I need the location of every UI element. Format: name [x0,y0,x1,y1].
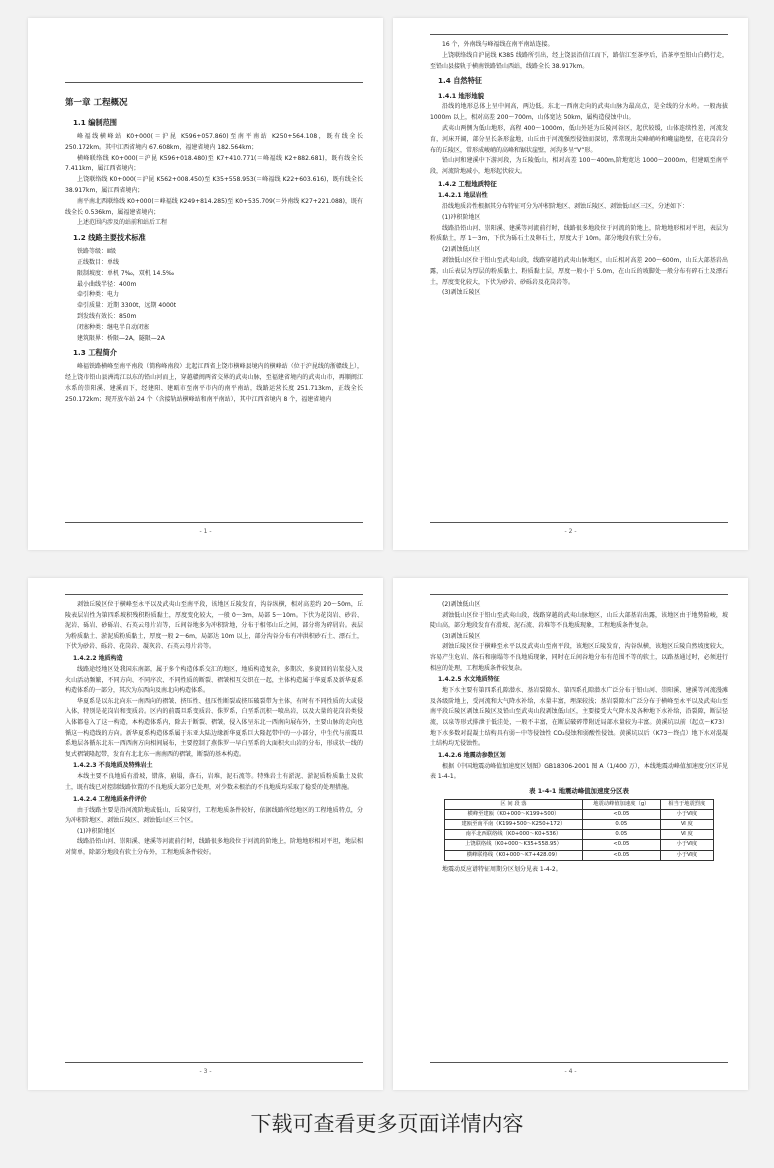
paragraph: 线路沿铅山河、崇阳溪、建溪等河流前行时，线路很多地段位于河流的阶地上，阶地地形相对平坦，表层为粉质黏土，厚 1～3m，下伏为砾石土及卵石土，厚度大于 10m。部分地段有软土分布。 [430,224,728,243]
paragraph: 峰福线横峰站 K0+000(＝沪昆 K596+057.860)至南平南站 K250+564.108，既有线全长 250.172km。其中江西省境内 67.608km，福建省境内 182.564km； [65,133,363,151]
table-cell: 横峰联络线（K0+000～K7+428.09） [445,850,583,860]
paragraph: 地下水主要有第四系孔隙潜水、基岩裂隙水、第四系孔隙潜水广泛分布于铅山河、崇阳溪、建溪等河流漫滩及各级阶地上，受河流和大气降水补给，水量丰富，埋深较浅；基岩裂隙水广泛分布于横峰至永平以及武夷山至南平段丘陵区剥蚀丘陵区及铅山至武夷山段剥蚀低山区，主要接受大气降水及各种地下水补给，沿裂隙，断层径流，以泉等形式排泄于低洼处，一般不丰富，在断层破碎带附近局部水量较为丰富。黄溪坑以前（起点～K73）地下水多数对混凝土结构具有弱～中等侵蚀性 CO₂侵蚀和弱酸性侵蚀。黄溪坑以后（K73～终点）地下水对混凝土结构均无侵蚀性。 [430,687,728,748]
table-cell: 小于Ⅵ度 [660,840,713,850]
table-row [445,819,714,829]
paragraph: 线路途经地区处我国东南部，属于多个构造体系交汇的地区，地质构造复杂，多期次、多旋回的岩浆侵入及火山活动频繁，不同方向、不同序次、不同性质的断裂、褶皱相互交织在一起，主体构造属于华夏系及新华夏系构造体系的一部分，其次为东西向及南北向构造体系。 [65,665,363,695]
page-number: - 1 - [199,528,212,535]
table-header-cell: 区 间 段 落 [445,799,583,809]
subsection-heading: 1.4.1 地形地貌 [438,92,484,101]
table-header-cell: 地震动峰值加速度（g） [582,799,660,809]
header-rule [430,594,728,595]
paragraph: 华夏系是以东北向东一南西向的褶皱、挤压性、扭压性断裂或挤压破裂带为主体，有时有不同性质的大或侵入体，特别是花岗岩和变质岩。区内的前震旦系变质岩、侏罗系，白垩系沉积一喷出岩，以及大量的花岗岩类侵入体都卷入了这一构造，本构造体系内，除去于断裂、褶皱，侵入体呈东北一西南向展布外，主要山脉的走向也循这一构造线的方向。新华夏系构造体系属于东亚大陆边缘新华夏系巨大隆起带中的一小部分，中生代与前震旦系地层各循东北东一西西南方向相间展布，主要控制了燕侏罗一早白垩系的大面积火山岩的分布，形成状一线的复式褶皱隆起带，发育有北北东一南南西的褶皱，断裂的基本构造。 [65,697,363,758]
list-item-heading: (2)剥蚀低山区 [442,246,481,254]
list-item-heading: (3)剥蚀丘陵区 [442,632,481,640]
header-rule [65,82,363,83]
paragraph: 由于线路主要是沿河流阶地或低山、丘陵穿行，工程地质条件较好，依据线路所经地区的工程地质特点，分为冲积阶地区、剥蚀丘陵区、剥蚀低山区三个区。 [65,806,363,825]
table-cell: <0.05 [582,809,660,819]
paragraph: 剥蚀低山区位于铅山至武夷山段，线路穿越的武夷山脉地区，山丘相对高差 200～600m，山丘大部基岩出露，山丘表层为厚层的粉质黏土、粉质黏土层，厚度一般小于 5.0m，在山丘的坡脚处一般分布有碎石土及漂石土，厚度变化较大，下伏为砂岩、砂砾岩及花岗岩等。 [430,256,728,286]
standard-item: 建筑限界：桥限—2A，隧限—2A [77,334,165,342]
table-cell: Ⅵ 度 [660,830,713,840]
table-row [445,840,714,850]
paragraph: 横峰联络线 K0+000(＝沪昆 K596+018.480)至 K7+410.771(＝峰福线 K2+882.681)，既有线全长 7.411km，属江西省境内； [65,154,363,173]
paragraph: 根据《中国地震动峰值加速度区划图》GB18306-2001 图 A（1/400 万），本线地震动峰值加速度分区详见表 1-4-1。 [430,762,728,781]
section-heading: 1.2 线路主要技术标准 [73,233,146,243]
section-heading: 1.4 自然特征 [438,76,482,86]
table-row [445,850,714,860]
subsection-heading: 1.4.2.5 水文地质特征 [438,676,500,684]
table-row [445,830,714,840]
table-cell: 建瓯至南平南（K199+500～K250+172） [445,819,583,829]
page-number: - 3 - [199,1068,212,1075]
subsection-heading: 1.4.2.1 地层岩性 [438,191,488,199]
table-cell: 横峰至建瓯（K0+000～K199+500） [445,809,583,819]
page-content [65,87,363,406]
table-cell: 上饶联络线（K0+000～K35+558.95） [445,840,583,850]
paragraph: 沿线地质岩性根据其分布特征可分为冲积阶地区、剥蚀丘陵区、剥蚀低山区三区，分述如下： [442,202,689,210]
paragraph: 武夷山两侧为低山地形，高程 400～1000m，低山外延为丘陵河谷区，起伏较缓，山体连续性差，河流发育，河床开阔，部分呈长条形盆地，山丘由于河流强烈侵蚀而深切，常常现出尖峰峭岭和巉崖绝壁，在花岗岩分布的丘陵区，常形成峻峭的高峰和锯状崖壁，河沟多呈“V”形。 [430,124,728,154]
table-header-row [445,799,714,809]
document-page-1 [28,18,383,550]
table-cell: 小于Ⅵ度 [660,809,713,819]
standard-item: 牵引质量：近期 3300t，远期 4000t [77,302,177,310]
paragraph: 沿线的地形总体上呈中间高，两边低。东北一西南走向的武夷山脉为最高点，是全线的分水岭。一般海拔 1000m 以上，相对高差 200～700m，山体宽达 50km，属构造侵蚀中山。 [430,103,728,122]
paragraph: 南平南北西联络线 K0+000(＝峰福线 K249+814.285)至 K0+535.709(＝外南线 K27+221.088)，既有线全长 0.536km，属福建省境内； [65,197,363,216]
standard-item: 到发线有效长：850m [77,312,137,320]
table-cell: 南平北西联络线（K0+000～K0+536） [445,830,583,840]
paragraph: 剥蚀丘陵区位于横峰至永平以及武夷山至南平段，该地区丘陵发育，沟谷纵横，相对高差约 20～50m，丘陵表层岩性为第四系坡积残积粉质黏土，厚度变化较大，一般 0～3m，局部 5～10m。下伏为花岗岩、砂岩、泥岩、砾岩、砂砾岩、石英云母片岩等，丘间谷地多为冲积阶地，分布于相邻山丘之间，部分将为碎屑岩。表层为粉质黏土、淤泥质粉质黏土，厚度一般 2～6m，局部达 10m 以上，部分沟谷分布有冲洪积砂石土、漂石土，下伏为砂岩、砾岩、花岗岩、凝灰岩、石英云母片岩等。 [65,601,363,651]
seismic-zone-table [444,799,714,861]
paragraph: 上饶联络线 K0+000(＝沪昆 K562+008.450)至 K35+558.953(＝峰福线 K22+603.616)，既有线全长 38.917km，属江西省境内； [65,176,363,194]
paragraph: 上饶联络线自沪昆线 K385 线路所引出，经上饶县沿信江而下，路信江至茶亭后，沿茶亭至铅山白鹤行走，至铅山县接轨于横南铁路铅山西站，线路全长 38.917km。 [430,51,728,70]
paragraph: 剥蚀低山区位于铅山至武夷山段，线路穿越的武夷山脉地区，山丘大部基岩出露，该地区由于地势险峻，坡陡山高，部分地段发育有滑坡、泥石流、岩堆等不良地质现象，工程地质条件复杂。 [430,611,728,630]
standard-item: 闭塞种类：继电半自动闭塞 [77,323,150,331]
footer-rule [65,1062,363,1063]
table-cell: 0.05 [582,819,660,829]
section-heading: 1.1 编制范围 [73,118,117,127]
section-heading: 1.3 工程简介 [73,348,117,358]
subsection-heading: 1.4.2.6 地震动参数区划 [438,751,506,759]
document-page-4 [393,578,748,1090]
paragraph: 铅山河和建溪中下游河段，为丘陵低山，相对高差 100～400m,阶地宽达 1000～2000m，但建瓯至南平段，河流阶地减小，地形起伏较大。 [430,157,728,176]
paragraph: 地震动反应谱特征周期分区划分见表 1-4-2。 [442,865,562,873]
footer-rule [430,522,728,523]
paragraph: 上述范围内涉及的站前和站后工程 [77,219,168,227]
table-cell: 0.05 [582,830,660,840]
document-page-2 [393,18,748,550]
page-content [65,600,363,858]
paragraph: 16 个，外南线与峰福线在南平南站连接。 [442,41,554,48]
page-content [430,600,728,875]
paragraph: 线路沿铅山河、崇阳溪、建溪等河流前行时，线路很多地段位于河流的阶地上，阶地地形相对平坦，地层相对简单，除部分地段有软土分布外，工程地质条件较好。 [65,838,363,856]
table-row [445,809,714,819]
page-number: - 2 - [564,528,577,535]
download-more-banner[interactable]: 下载可查看更多页面详情内容 [250,1112,524,1136]
header-rule [65,594,363,595]
standard-item: 铁路等级：Ⅱ级 [77,248,116,256]
list-item-heading: (1)冲积阶地区 [77,827,116,835]
subsection-heading: 1.4.2.3 不良地质及特殊岩土 [73,762,153,770]
standard-item: 最小曲线半径：400m [77,280,137,288]
subsection-heading: 1.4.2.4 工程地质条件评价 [73,795,147,803]
subsection-heading: 1.4.2.2 地质构造 [73,654,123,662]
chapter-title: 第一章 工程概况 [65,98,128,108]
subsection-heading: 1.4.2 工程地质特征 [438,179,497,188]
standard-item: 牵引种类：电力 [77,291,120,299]
list-item-heading: (3)剥蚀丘陵区 [442,289,481,297]
document-page-3 [28,578,383,1090]
table-cell: <0.05 [582,840,660,850]
table-cell: 小于Ⅵ度 [660,850,713,860]
footer-rule [430,1062,728,1063]
standard-item: 正线数目：单线 [77,258,120,266]
page-number: - 4 - [564,1068,577,1075]
list-item-heading: (1)冲积阶地区 [442,213,481,221]
list-item-heading: (2)剥蚀低山区 [442,601,481,608]
footer-rule [65,522,363,523]
table-cell: Ⅵ 度 [660,819,713,829]
page-content [430,40,728,299]
paragraph: 峰福铁路横峰至南平南段（简称峰南段）北起江西省上饶市横峰县境内的横峰站（位于沪昆线的浙赣线上），经上饶市铅山县洲湾江以东的铅山河而上，穿越赣闽两省交界的武夷山脉，至福建省境内的武夷山市，再顺闽江水系的崇阳溪、建溪而下，经建阳、建瓯市至南平市内的南平南站，线路运营长度 251.713km，正线全长 250.172km；现开放车站 24 个（含接轨站横峰站和南平南站），其中江西省境内 8 个，福建省境内 [65,363,363,403]
standard-item: 限制坡度：单机 7‰，双机 14.5‰ [77,269,175,277]
table-cell: <0.05 [582,850,660,860]
table-caption: 表 1-4-1 地震动峰值加速度分区表 [529,786,629,795]
paragraph: 本线主要不良地质有滑坡，错落，崩塌，落石，岩堆，泥石流等。特殊岩土有淤泥、淤泥质粉质黏土及软土，既有线已对控制线路位置的不良地质大部分已处理，对少数未根治的不良地质均采取了稳妥的处理措施。 [65,773,363,791]
table-header-cell: 相当于地震烈度 [660,799,713,809]
header-rule [430,34,728,35]
paragraph: 剥蚀丘陵区位于横峰至永平以及武夷山至南平段，该地区丘陵发育，沟谷纵横，该地区丘陵自然坡度较大，容易产生危岩、落石和崩塌等不良地质现象，同时在丘间谷地分布有范围不等的软土，以路基通过时，必须进行相应的处理，工程地质条件较复杂。 [430,643,728,672]
